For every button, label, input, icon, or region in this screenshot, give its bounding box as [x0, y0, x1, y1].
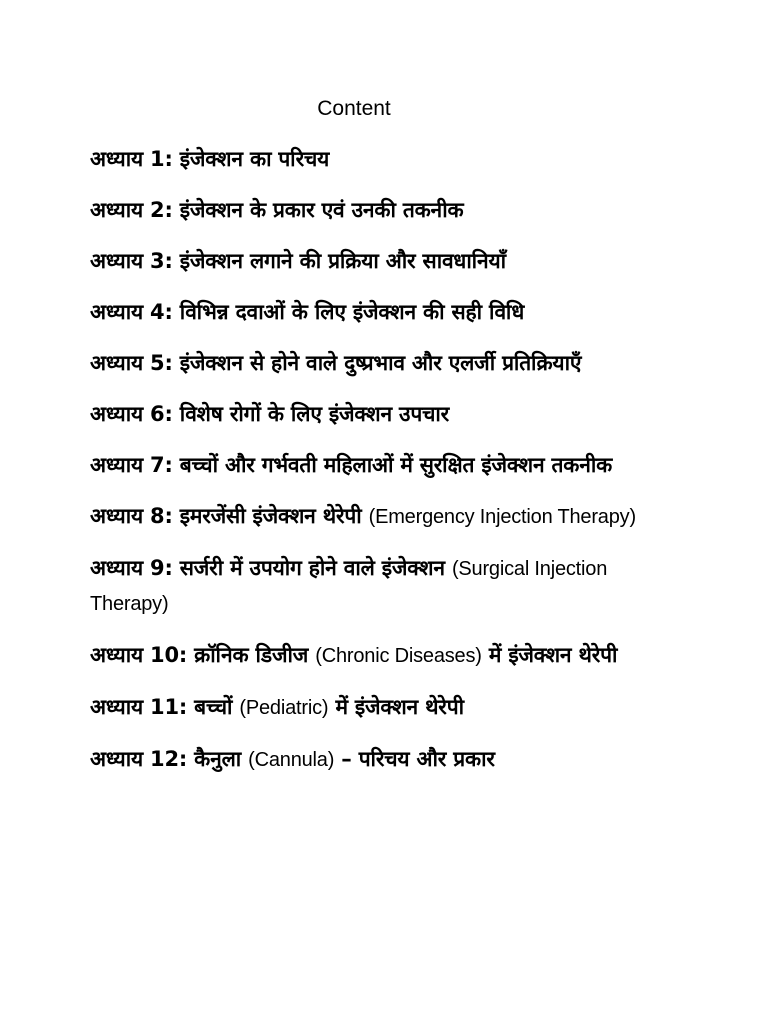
toc-entry-10 — [90, 638, 690, 673]
toc-entry-1 — [90, 142, 690, 176]
toc-entry-9 — [90, 551, 690, 621]
table-of-contents — [90, 142, 690, 794]
page-title: Content — [317, 97, 391, 120]
toc-entry-8 — [90, 499, 690, 534]
toc-entry-text: अध्याय 7: बच्चों और गर्भवती महिलाओं में सुरक्षित इंजेक्शन तकनीक — [90, 453, 613, 477]
toc-entry-english: (Pediatric) — [239, 697, 329, 719]
toc-entry-text: अध्याय 5: इंजेक्शन से होने वाले दुष्प्रभाव और एलर्जी प्रतिक्रियाएँ — [90, 351, 582, 375]
toc-entry-english: (Chronic Diseases) — [315, 645, 482, 667]
toc-entry-tail: – परिचय और प्रकार — [334, 747, 495, 771]
toc-entry-text: अध्याय 8: इमरजेंसी इंजेक्शन थेरेपी — [90, 504, 369, 528]
toc-entry-english: (Surgical Injection Therapy) — [90, 558, 608, 615]
toc-entry-text: अध्याय 6: विशेष रोगों के लिए इंजेक्शन उपचार — [90, 402, 450, 426]
toc-entry-7 — [90, 448, 690, 482]
toc-entry-text: अध्याय 1: इंजेक्शन का परिचय — [90, 147, 330, 171]
toc-entry-5 — [90, 346, 690, 380]
toc-entry-6 — [90, 397, 690, 431]
toc-entry-english: (Cannula) — [248, 749, 335, 771]
toc-entry-text: अध्याय 9: सर्जरी में उपयोग होने वाले इंजेक्शन — [90, 556, 452, 580]
toc-entry-3 — [90, 244, 690, 278]
toc-entry-tail: में इंजेक्शन थेरेपी — [328, 695, 464, 719]
toc-entry-12 — [90, 742, 690, 777]
toc-entry-text: अध्याय 10: क्रॉनिक डिजीज — [90, 643, 316, 667]
toc-entry-tail: में इंजेक्शन थेरेपी — [481, 643, 618, 667]
toc-entry-english: (Emergency Injection Therapy) — [368, 506, 636, 528]
toc-entry-text: अध्याय 4: विभिन्न दवाओं के लिए इंजेक्शन की सही विधि — [90, 300, 525, 324]
toc-entry-4 — [90, 295, 690, 329]
toc-entry-11 — [90, 690, 690, 725]
toc-entry-2 — [90, 193, 690, 227]
toc-entry-text: अध्याय 12: कैनुला — [90, 747, 249, 771]
toc-entry-text: अध्याय 2: इंजेक्शन के प्रकार एवं उनकी तकनीक — [90, 198, 464, 222]
toc-entry-text: अध्याय 3: इंजेक्शन लगाने की प्रक्रिया और सावधानियाँ — [90, 249, 506, 273]
toc-entry-text: अध्याय 11: बच्चों — [90, 695, 240, 719]
